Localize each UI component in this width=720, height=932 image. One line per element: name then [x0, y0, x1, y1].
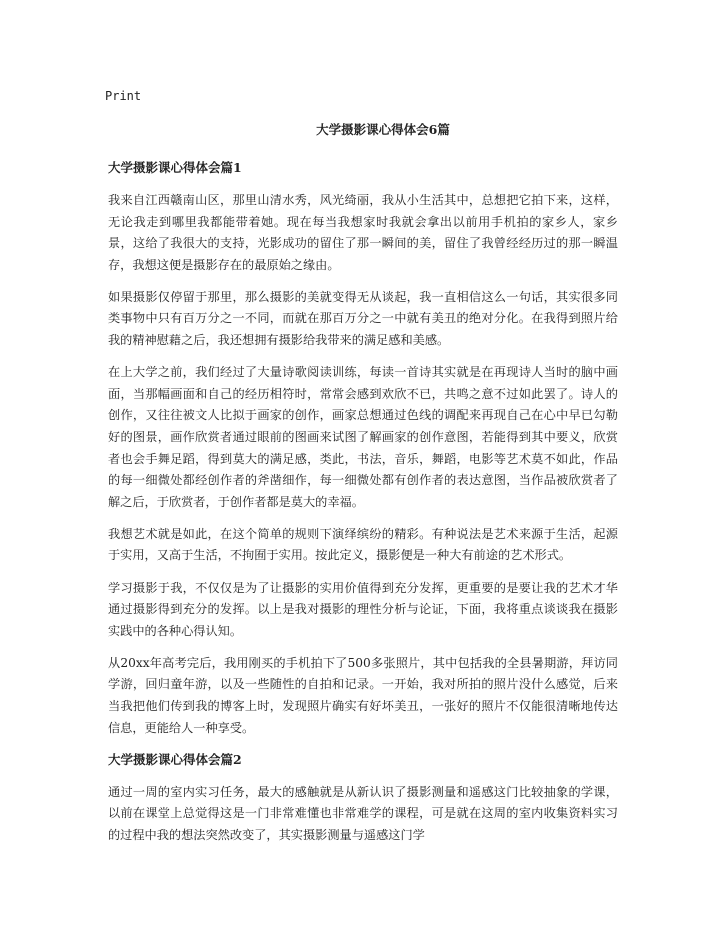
- paragraph: 通过一周的室内实习任务，最大的感触就是从新认识了摄影测量和遥感这门比较抽象的学课，以前在课堂上总觉得这是一门非常难懂也非常难学的课程，可是就在这周的室内收集资料实习的过程中我的想法突然改变了，其实摄影测量与遥感这门学: [108, 784, 618, 842]
- paragraph: 从20xx年高考完后，我用刚买的手机拍下了500多张照片，其中包括我的全县暑期游，拜访同学游，回归童年游，以及一些随性的自拍和记录。一开始，我对所拍的照片没什么感觉，后来当我把他们传到我的博客上时，发现照片确实有好坏美丑，一张好的照片不仅能很清晰地传达信息，更能给人一种享受。: [108, 655, 618, 735]
- paragraph: 学习摄影于我，不仅仅是为了让摄影的实用价值得到充分发挥，更重要的是要让我的艺术才华通过摄影得到充分的发挥。以上是我对摄影的理性分析与论证，下面，我将重点谈谈我在摄影实践中的各种心得认知。: [108, 580, 618, 638]
- paragraph: 如果摄影仅停留于那里，那么摄影的美就变得无从谈起，我一直相信这么一句话，其实很多同类事物中只有百万分之一不同，而就在那百万分之一中就有美丑的绝对分化。在我得到照片给我的精神慰藉之后，我还想拥有摄影给我带来的满足感和美感。: [108, 289, 618, 348]
- section-heading: 大学摄影课心得体会篇1: [108, 160, 242, 175]
- document-title: 大学摄影课心得体会6篇: [316, 122, 450, 137]
- paragraph: 在上大学之前，我们经过了大量诗歌阅读训练，每读一首诗其实就是在再现诗人当时的脑中画面，当那幅画面和自己的经历相符时，常常会感到欢欣不已，共鸣之意不过如此罢了。诗人的创作，又往往被文人比拟于画家的创作，画家总想通过色线的调配来再现自己在心中早已勾勒好的图景，画作欣赏者通过眼前的图画来试图了解画家的创作意图，若能得到其中要义，欣赏者也会手舞足蹈，得到莫大的满足感，类此，书法，音乐，舞蹈，电影等艺术莫不如此，作品的每一细微处都经创作者的斧凿细作，每一细微处都有创作者的表达意图，当作品被欣赏者了解之后，于欣赏者，于创作者都是莫大的幸福。: [108, 365, 618, 509]
- section-1: [108, 158, 618, 739]
- section-heading: 大学摄影课心得体会篇2: [108, 751, 242, 767]
- paragraph: 我想艺术就是如此，在这个简单的规则下演绎缤纷的精彩。有种说法是艺术来源于生活，起源于实用，又高于生活，不拘囿于实用。按此定义，摄影便是一种大有前途的艺术形式。: [108, 526, 618, 563]
- paragraph: 我来自江西赣南山区，那里山清水秀，风光绮丽，我从小生活其中，总想把它拍下来，这样，无论我走到哪里我都能带着她。现在每当我想家时我就会拿出以前用手机拍的家乡人，家乡景，这给了我很大的支持，光影成功的留住了那一瞬间的美，留住了我曾经经历过的那一瞬温存，我想这便是摄影存在的最原始之缘由。: [108, 193, 618, 272]
- section-2: [108, 750, 618, 847]
- print-label: Print: [105, 89, 142, 103]
- document-body: [108, 120, 618, 857]
